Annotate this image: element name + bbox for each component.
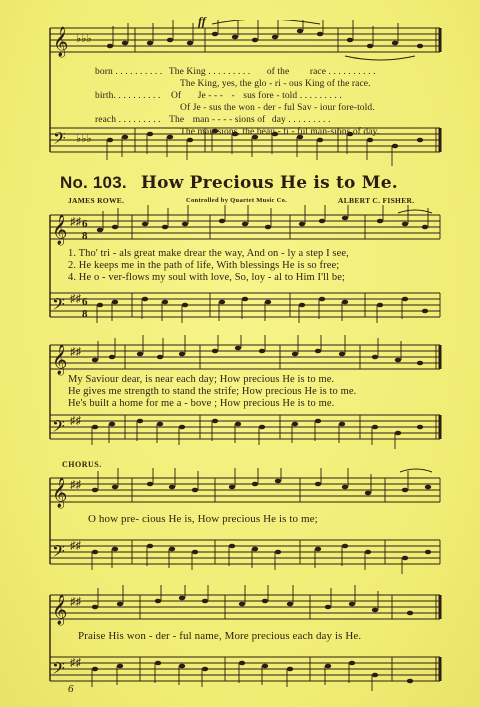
svg-text:𝄢: 𝄢	[52, 658, 65, 682]
lyricist-credit: JAMES ROWE.	[68, 196, 125, 205]
top-lyric-line-2: The King, yes, the glo - ri - ous King of the race.	[180, 79, 371, 89]
verse-1-line-b: My Saviour dear, is near each day; How precious He is to me.	[68, 374, 335, 385]
svg-text:♯♯: ♯♯	[70, 293, 81, 305]
hymn-number: No. 103.	[60, 173, 127, 192]
svg-text:6: 6	[82, 296, 88, 308]
svg-text:8: 8	[82, 230, 88, 242]
svg-text:♯♯: ♯♯	[70, 479, 81, 491]
svg-text:♭♭♭: ♭♭♭	[76, 33, 92, 45]
verse-2-line-b: He gives me strength to stand the strife; How precious He is to me.	[68, 386, 357, 397]
svg-text:𝄢: 𝄢	[52, 294, 65, 318]
svg-text:𝄞: 𝄞	[52, 215, 68, 245]
verse-2-line-a: 2. He keeps me in the path of life, With blessings He is so free;	[68, 260, 340, 271]
page-number: 6	[68, 683, 74, 695]
svg-text:♯♯: ♯♯	[70, 596, 81, 608]
svg-text:𝄞: 𝄞	[52, 478, 68, 508]
copyright-notice: Controlled by Quartet Music Co.	[186, 197, 288, 204]
top-lyric-line-5: reach . . . . . . . . . The man - - - - sions of day . . . . . . . . .	[95, 115, 331, 125]
top-lyric-line-4: Of Je - sus the won - der - ful Sav - iour fore-told.	[180, 103, 375, 113]
svg-text:𝄢: 𝄢	[52, 541, 65, 565]
chorus-line-1: O how pre- cious He is, How precious He is to me;	[88, 513, 318, 525]
svg-text:♯♯: ♯♯	[70, 540, 81, 552]
svg-text:6: 6	[82, 218, 88, 230]
top-lyric-line-1: born . . . . . . . . . . The King . . . . . . . . . of the race . . . . . . . . . .	[95, 67, 376, 77]
top-lyric-line-6: The man-sions, the beau - ti - ful man-sions of day.	[180, 127, 380, 137]
top-lyric-line-3: birth. . . . . . . . . . Of Je - - - - sus fore - told . . . . . . . . .	[95, 91, 342, 101]
hymn-title-text: How Precious He is to Me.	[140, 173, 398, 193]
svg-text:♯♯: ♯♯	[70, 657, 81, 669]
hymn-title	[60, 173, 398, 193]
svg-text:8: 8	[82, 308, 88, 320]
verse-4-line-a: 4. He o - ver-flows my soul with love, So, loy - al to Him I'll be;	[68, 272, 345, 283]
composer-credit: ALBERT C. FISHER.	[338, 196, 415, 205]
svg-text:♯♯: ♯♯	[70, 415, 81, 427]
svg-text:𝄞: 𝄞	[53, 27, 69, 57]
svg-text:𝄢: 𝄢	[52, 416, 65, 440]
svg-text:♯♯: ♯♯	[70, 346, 81, 358]
svg-text:𝄞: 𝄞	[52, 595, 68, 625]
verse-1-line-a: 1. Tho' tri - als great make drear the way, And on - ly a step I see,	[68, 248, 349, 259]
verse-4-line-b: He's built a home for me a - bove ; How precious He is to me.	[68, 398, 335, 409]
dynamic-marking: ff	[198, 14, 206, 28]
chorus-label: CHORUS.	[62, 460, 102, 469]
svg-text:𝄢: 𝄢	[53, 128, 66, 152]
chorus-line-2: Praise His won - der - ful name, More precious each day is He.	[78, 630, 362, 642]
svg-text:♯♯: ♯♯	[70, 216, 81, 228]
svg-text:𝄞: 𝄞	[52, 345, 68, 375]
svg-text:♭♭♭: ♭♭♭	[76, 133, 92, 145]
